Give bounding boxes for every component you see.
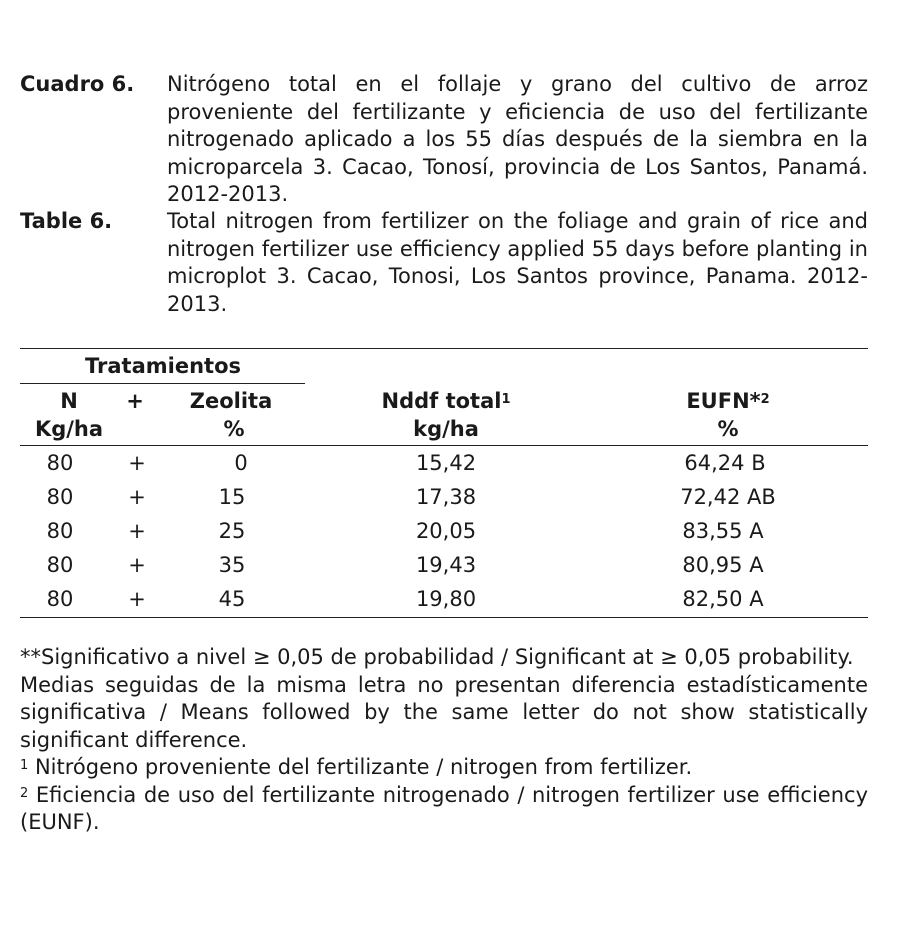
cell-plus: + xyxy=(128,587,146,611)
col-zeolita-unit: % xyxy=(223,417,245,441)
col-nddf-unit: kg/ha xyxy=(413,417,479,441)
footnote-1: $^1$ Nitrógeno proveniente del fertilizante / nitrogen from fertilizer. xyxy=(20,755,693,779)
table-top-rule xyxy=(20,348,868,349)
footnote-1-mark: 1 xyxy=(20,758,29,773)
cell-zeolita: 15 xyxy=(218,485,246,509)
note-significance: **Significativo a nivel ≥ 0,05 de probabilidad / Significant at ≥ 0,05 probability. xyxy=(20,645,854,669)
caption-english xyxy=(20,208,868,318)
col-plus-header: + xyxy=(126,389,144,413)
cell-nddf: 20,05 xyxy=(415,519,477,543)
cell-eufn: 80,95 A xyxy=(682,553,764,577)
cell-nddf: 17,38 xyxy=(415,485,477,509)
col-zeolita-header: Zeolita xyxy=(189,389,273,413)
cell-zeolita: 35 xyxy=(218,553,246,577)
cell-zeolita: 0 xyxy=(234,451,248,475)
col-n-unit: Kg/ha xyxy=(34,417,104,441)
caption-english-text: Total nitrogen from fertilizer on the foliage and grain of rice and nitrogen fertilizer use efficiency applied 55 days before planting in microplot 3. Cacao, Tonosi, Los Santos province, Panama. 2012-2013. xyxy=(167,209,868,316)
cell-nddf: 15,42 xyxy=(415,451,477,475)
results-table xyxy=(20,348,868,618)
col-eufn-header: EUFN*$^2$ xyxy=(686,389,770,413)
caption-spanish-label: Cuadro 6. xyxy=(20,72,135,96)
cell-n: 80 xyxy=(46,519,74,543)
cell-eufn: 82,50 A xyxy=(682,587,764,611)
treatments-group-rule xyxy=(20,383,305,384)
caption-english-label: Table 6. xyxy=(20,209,113,233)
cell-eufn: 64,24 B xyxy=(684,451,766,475)
cell-plus: + xyxy=(128,519,146,543)
cell-plus: + xyxy=(128,451,146,475)
treatments-group-header: Tratamientos xyxy=(85,354,241,378)
cell-n: 80 xyxy=(46,553,74,577)
caption-spanish xyxy=(20,71,868,209)
col-eufn-footnote-mark: 2 xyxy=(760,392,770,407)
col-nddf-footnote-mark: 1 xyxy=(501,392,511,407)
col-n-header: N xyxy=(60,389,78,413)
cell-n: 80 xyxy=(46,587,74,611)
cell-n: 80 xyxy=(46,485,74,509)
col-eufn-unit: % xyxy=(717,417,739,441)
cell-eufn: 72,42 AB xyxy=(680,485,776,509)
footnote-2: $^2$ Eficiencia de uso del fertilizante nitrogenado / nitrogen fertilizer use efficiency (EUNF). xyxy=(20,782,868,834)
cell-nddf: 19,80 xyxy=(415,587,477,611)
cell-plus: + xyxy=(128,553,146,577)
note-means: Medias seguidas de la misma letra no presentan diferencia estadísticamente significativa / Means followed by the same letter do not show statistically significant difference. xyxy=(20,672,868,752)
cell-zeolita: 45 xyxy=(218,587,246,611)
cell-nddf: 19,43 xyxy=(415,553,477,577)
cell-eufn: 83,55 A xyxy=(682,519,764,543)
table-notes xyxy=(20,644,868,837)
header-bottom-rule xyxy=(20,445,868,446)
cell-plus: + xyxy=(128,485,146,509)
col-nddf-header: Nddf total$^1$ xyxy=(381,389,511,413)
caption-spanish-text: Nitrógeno total en el follaje y grano del cultivo de arroz proveniente del fertilizante y eficiencia de uso del fertilizante nitrogenado aplicado a los 55 días después de la siembra en la microparcela 3. Cacao, Tonosí, provincia de Los Santos, Panamá. 2012-2013. xyxy=(167,72,868,206)
table-bottom-rule xyxy=(20,617,868,618)
cell-zeolita: 25 xyxy=(218,519,246,543)
footnote-2-mark: 2 xyxy=(20,785,29,801)
cell-n: 80 xyxy=(46,451,74,475)
